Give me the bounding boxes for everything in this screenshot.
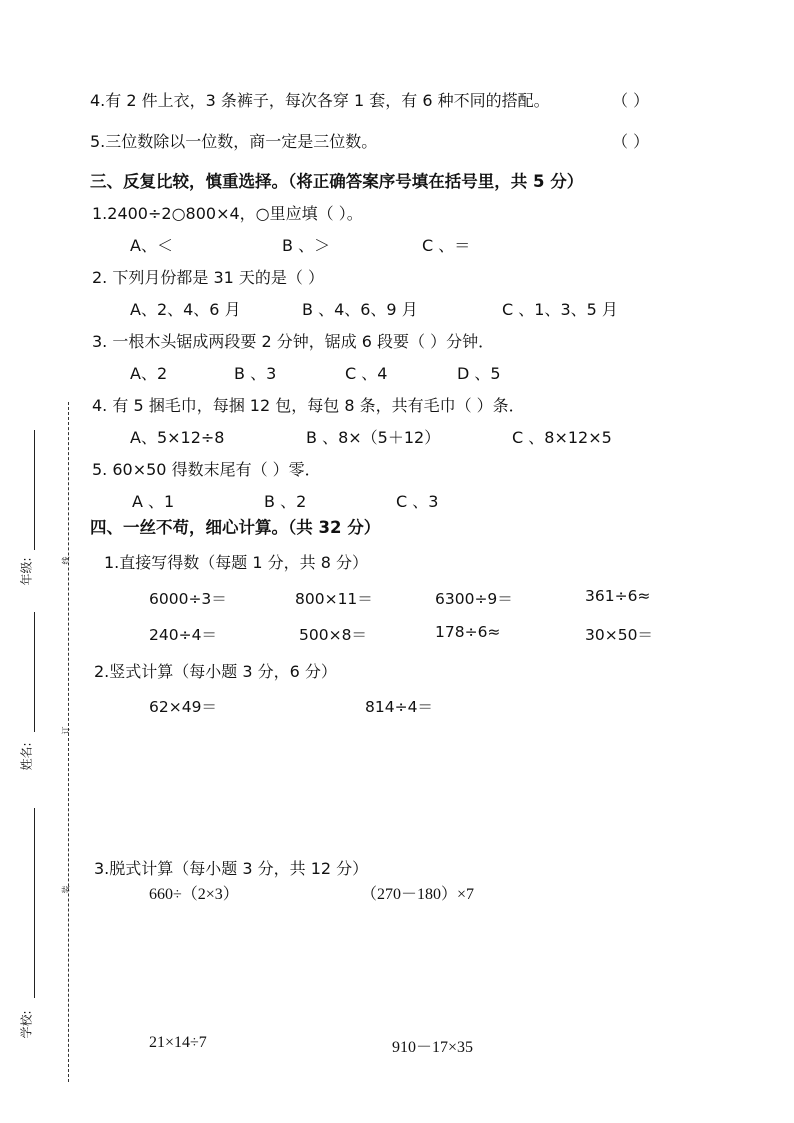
option-a[interactable]: A、5×12÷8	[130, 428, 225, 447]
option-c[interactable]: C 、3	[396, 492, 439, 511]
choice-question-2: 2. 下列月份都是 31 天的是（ ）	[92, 268, 324, 287]
option-c[interactable]: C 、8×12×5	[512, 428, 612, 447]
option-c[interactable]: C 、4	[345, 364, 388, 383]
oral-calc-item: 240÷4＝	[149, 626, 217, 644]
binding-mark-ding: 订	[61, 726, 71, 735]
oral-calc-item: 178÷6≈	[435, 623, 501, 641]
vertical-calc-item: 814÷4＝	[365, 698, 433, 716]
school-fill-line[interactable]	[34, 808, 35, 998]
school-label: 学校:	[19, 1010, 34, 1039]
option-b[interactable]: B 、＞	[282, 236, 331, 255]
subsection-title-vertical: 2.竖式计算（每小题 3 分，6 分）	[94, 662, 337, 681]
grade-fill-line[interactable]	[34, 430, 35, 550]
option-b[interactable]: B 、3	[234, 364, 277, 383]
binding-mark-zhuang: 装	[61, 885, 71, 894]
option-c[interactable]: C 、1、3、5 月	[502, 300, 618, 319]
option-a[interactable]: A、2、4、6 月	[130, 300, 241, 319]
option-d[interactable]: D 、5	[457, 364, 501, 383]
subsection-title-oral: 1.直接写得数（每题 1 分，共 8 分）	[104, 553, 368, 572]
name-fill-line[interactable]	[34, 612, 35, 732]
section-title-calculation: 四、一丝不苟，细心计算。（共 32 分）	[90, 518, 381, 537]
subsection-title-stepwise: 3.脱式计算（每小题 3 分，共 12 分）	[94, 859, 369, 878]
oral-calc-item: 500×8＝	[299, 626, 367, 644]
grade-label: 年级:	[19, 557, 34, 586]
binding-dashed-line	[68, 402, 69, 1082]
section-title-choice: 三、反复比较，慎重选择。（将正确答案序号填在括号里，共 5 分）	[90, 172, 584, 191]
oral-calc-item: 6300÷9＝	[435, 590, 513, 608]
choice-question-3: 3. 一根木头锯成两段要 2 分钟，锯成 6 段要（ ）分钟．	[92, 332, 495, 351]
binding-mark-line: 线	[61, 556, 71, 565]
stepwise-calc-item: （270－180）×7	[361, 886, 475, 903]
stepwise-calc-item: 910－17×35	[392, 1039, 474, 1056]
stepwise-calc-item: 660÷（2×3）	[149, 886, 239, 903]
oral-calc-item: 361÷6≈	[585, 587, 651, 605]
option-a[interactable]: A、＜	[130, 236, 173, 255]
option-c[interactable]: C 、＝	[422, 236, 471, 255]
true-false-q5: 5.三位数除以一位数，商一定是三位数。	[90, 132, 378, 151]
option-a[interactable]: A 、1	[132, 492, 175, 511]
oral-calc-item: 6000÷3＝	[149, 590, 227, 608]
choice-question-5: 5. 60×50 得数末尾有（ ）零．	[92, 460, 321, 479]
answer-paren[interactable]: （ ）	[612, 91, 650, 110]
vertical-calc-item: 62×49＝	[149, 698, 217, 716]
true-false-q4: 4.有 2 件上衣，3 条裤子，每次各穿 1 套，有 6 种不同的搭配。	[90, 91, 550, 110]
option-b[interactable]: B 、2	[264, 492, 307, 511]
option-b[interactable]: B 、4、6、9 月	[302, 300, 418, 319]
stepwise-calc-item: 21×14÷7	[149, 1034, 207, 1051]
option-b[interactable]: B 、8×（5＋12）	[306, 428, 441, 447]
name-label: 姓名:	[19, 742, 34, 771]
choice-question-1: 1.2400÷2○800×4，○里应填（ ）。	[92, 204, 363, 223]
oral-calc-item: 30×50＝	[585, 626, 653, 644]
answer-paren[interactable]: （ ）	[612, 132, 650, 151]
option-a[interactable]: A、2	[130, 364, 168, 383]
choice-question-4: 4. 有 5 捆毛巾，每捆 12 包，每包 8 条，共有毛巾（ ）条．	[92, 396, 525, 415]
oral-calc-item: 800×11＝	[295, 590, 373, 608]
